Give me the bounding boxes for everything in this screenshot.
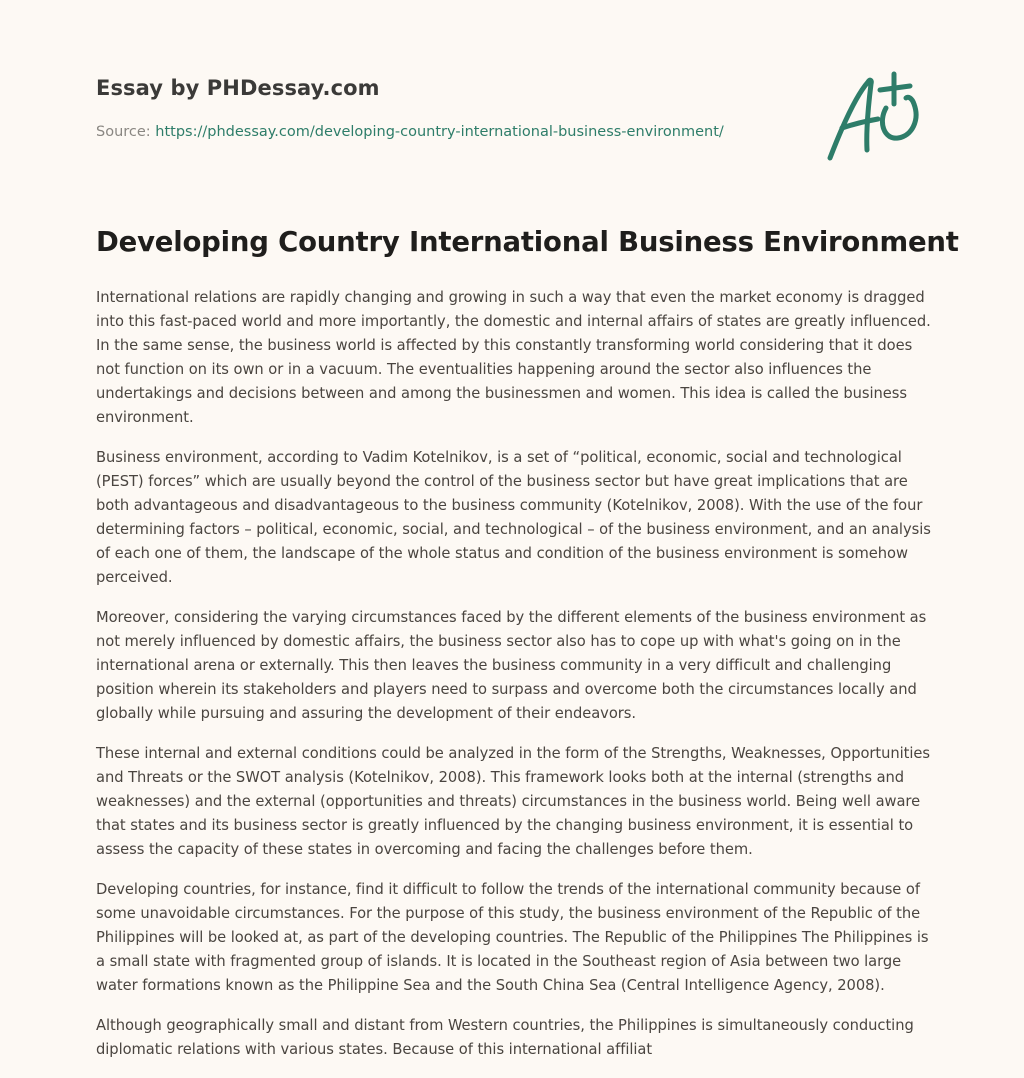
source-link[interactable]: https://phdessay.com/developing-country-international-business-environment/ <box>155 124 724 140</box>
essay-body <box>96 286 936 1078</box>
essay-title: Developing Country International Business Environment <box>96 226 959 258</box>
essay-paragraph: Moreover, considering the varying circumstances faced by the different elements of the business environment as not merely influenced by domestic affairs, the business sector also has to cope up with what's going on in the international arena or externally. This then leaves the business community in a very difficult and challenging position wherein its stakeholders and players need to surpass and overcome both the circumstances locally and globally while pursuing and assuring the development of their endeavors. <box>96 609 927 722</box>
a-plus-logo-icon <box>824 68 928 164</box>
essay-paragraph: These internal and external conditions could be analyzed in the form of the Strengths, Weaknesses, Opportunities and Threats or the SWOT analysis (Kotelnikov, 2008). This framework looks both at the internal (strengths and weaknesses) and the external (opportunities and threats) circumstances in the business world. Being well aware that states and its business sector is greatly influenced by the changing business environment, it is essential to assess the capacity of these states in overcoming and facing the challenges before them. <box>96 745 930 858</box>
essay-paragraph: Developing countries, for instance, find it difficult to follow the trends of the international community because of some unavoidable circumstances. For the purpose of this study, the business environment of the Republic of the Philippines will be looked at, as part of the developing countries. The Republic of the Philippines The Philippines is a small state with fragmented group of islands. It is located in the Southeast region of Asia between two large water formations known as the Philippine Sea and the South China Sea (Central Intelligence Agency, 2008). <box>96 881 929 994</box>
source-line <box>96 124 724 140</box>
essay-paragraph: Although geographically small and distant from Western countries, the Philippines is simultaneously conducting diplomatic relations with various states. Because of this international affiliat <box>96 1017 914 1058</box>
source-label: Source: <box>96 124 156 140</box>
essay-paragraph: International relations are rapidly changing and growing in such a way that even the market economy is dragged into this fast-paced world and more importantly, the domestic and internal affairs of states are greatly influenced. In the same sense, the business world is affected by this constantly transforming world considering that it does not function on its own or in a vacuum. The eventualities happening around the sector also influences the undertakings and decisions between and among the businessmen and women. This idea is called the business environment. <box>96 289 931 426</box>
site-brand: Essay by PHDessay.com <box>96 76 380 100</box>
essay-paragraph: Business environment, according to Vadim Kotelnikov, is a set of “political, economic, social and technological (PEST) forces” which are usually beyond the control of the business sector but have great implications that are both advantageous and disadvantageous to the business community (Kotelnikov, 2008). With the use of the four determining factors – political, economic, social, and technological – of the business environment, and an analysis of each one of them, the landscape of the whole status and condition of the business environment is somehow perceived. <box>96 449 931 586</box>
